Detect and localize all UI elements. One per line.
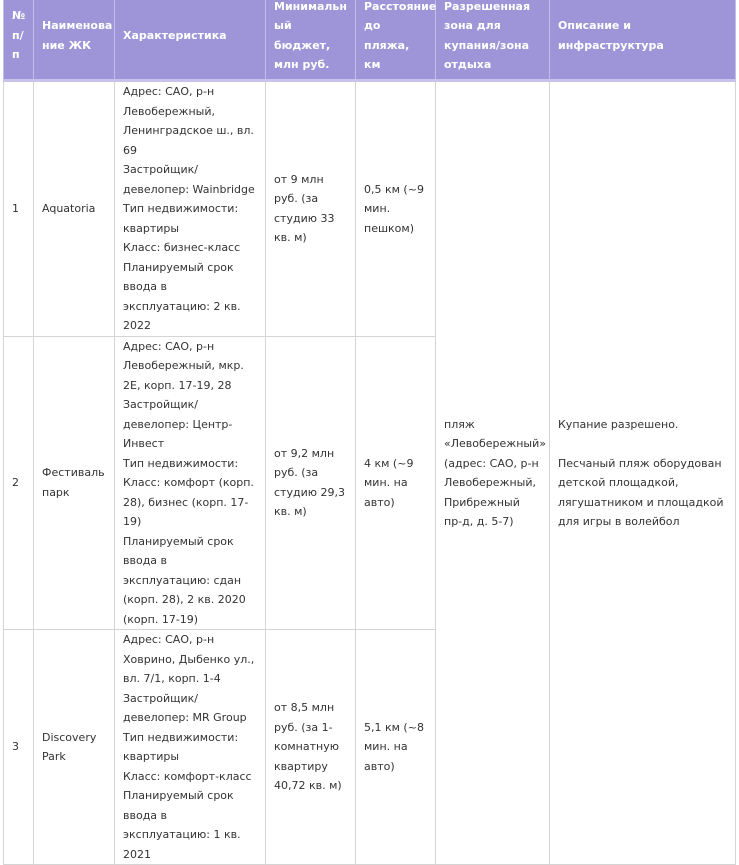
header-description: Описание и инфраструктура	[550, 0, 736, 81]
header-beach-zone: Разрешенная зона для купания/зона отдыха	[436, 0, 550, 81]
row-name: Discovery Park	[34, 630, 115, 865]
row-num: 2	[4, 336, 34, 630]
row-num: 3	[4, 630, 34, 865]
row-budget: от 9,2 млн руб. (за студию 29,3 кв. м)	[266, 336, 356, 630]
apartment-complexes-table	[3, 0, 736, 865]
row-characteristics: Адрес: САО, р-н Левобережный, Ленинградское ш., вл. 69 Застройщик/девелопер: Wainbridge Тип недвижимости: квартиры Класс: бизнес-класс Планируемый срок ввода в эксплуатацию: 2 кв. 2022	[115, 81, 266, 337]
header-name: Наименова ние ЖК	[34, 0, 115, 81]
header-budget: Минимальн ый бюджет, млн руб.	[266, 0, 356, 81]
header-distance: Расстояние до пляжа, км	[356, 0, 436, 81]
description-cell: Купание разрешено. Песчаный пляж оборудован детской площадкой, лягушатником и площадкой для игры в волейбол	[550, 81, 736, 865]
header-characteristics: Характеристика	[115, 0, 266, 81]
row-budget: от 8,5 млн руб. (за 1-комнатную квартиру 40,72 кв. м)	[266, 630, 356, 865]
row-name: Aquatoria	[34, 81, 115, 337]
row-characteristics: Адрес: САО, р-н Ховрино, Дыбенко ул., вл. 7/1, корп. 1-4 Застройщик/девелопер: MR Group Тип недвижимости: квартиры Класс: комфорт-класс Планируемый срок ввода в эксплуатацию: 1 кв. 2021	[115, 630, 266, 865]
table-row	[4, 81, 736, 337]
beach-zone-cell: пляж «Левобережный» (адрес: САО, р-н Левобережный, Прибрежный пр-д, д. 5-7)	[436, 81, 550, 865]
table-header-row	[4, 0, 736, 81]
row-distance: 5,1 км (~8 мин. на авто)	[356, 630, 436, 865]
row-name: Фестиваль парк	[34, 336, 115, 630]
header-num: № п/ п	[4, 0, 34, 81]
row-distance: 0,5 км (~9 мин. пешком)	[356, 81, 436, 337]
row-budget: от 9 млн руб. (за студию 33 кв. м)	[266, 81, 356, 337]
row-characteristics: Адрес: САО, р-н Левобережный, мкр. 2Е, корп. 17-19, 28 Застройщик/девелопер: Центр-Инвест Тип недвижимости: Класс: комфорт (корп. 28), бизнес (корп. 17-19) Планируемый срок ввода в эксплуатацию: сдан (корп. 28), 2 кв. 2020 (корп. 17-19)	[115, 336, 266, 630]
row-num: 1	[4, 81, 34, 337]
row-distance: 4 км (~9 мин. на авто)	[356, 336, 436, 630]
